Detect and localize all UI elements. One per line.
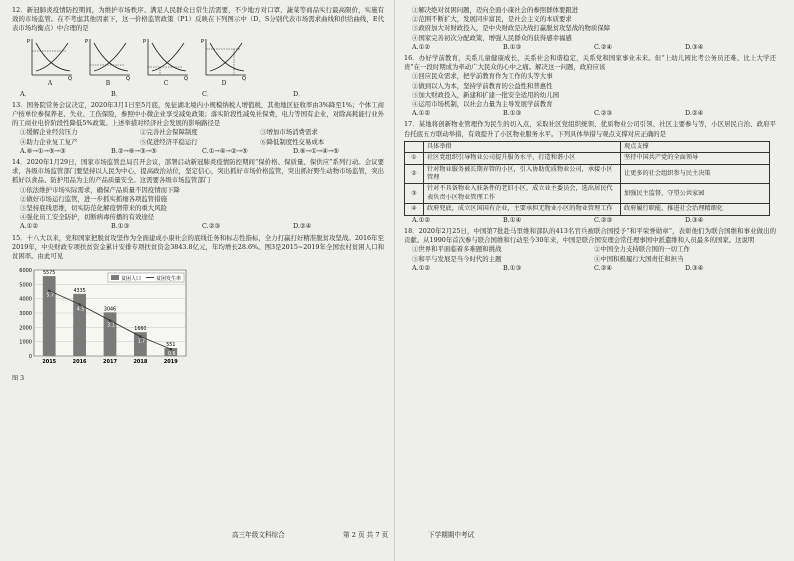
question-16-text: 16．办好学前教育，关系儿童健康成长，关系社会和谐稳定，关系党和国家事业未来。但“上幼儿园比考公务员还难、比上大学还贵”在一段时期成为牵动广大民众的心中之痛。解决这一问题，政府应该 — [404, 54, 776, 72]
question-18-text: 18．2020年2月25日，中国第7批赴马里维和部队的413名官兵被联合国授予“和平荣誉勋章”，表彰他们为联合国维和事业做出的贡献。从1990年首次参与联合国维和行动至今30年来，中国是联合国安理会常任理事国中派遣维和人员最多的国家。这说明 — [404, 226, 776, 245]
page-fold-line — [394, 0, 395, 561]
q13-option-5: ⑤促进经济平稳运行 — [140, 137, 198, 146]
question-15 — [12, 234, 384, 384]
q15-answer-c[interactable]: C.②④ — [594, 42, 613, 51]
q17-row-number: ③ — [405, 184, 424, 204]
q17-answers — [404, 216, 776, 225]
q13-option-4: ④助力企业复工复产 — [20, 137, 78, 146]
q14-option-2: ②做好市场运行监管，进一步抓实抓细各项监管措施 — [20, 194, 167, 203]
q14-option-4: ④强化员工安全防护，切断病毒传播的有效途径 — [20, 213, 155, 222]
q14-option-1: ①依法维护市场实际需求，确保产品质量不因疫情而下降 — [20, 185, 180, 194]
q15-answers — [404, 43, 776, 52]
graph-a-axis-q: Q — [68, 75, 72, 81]
chart-rate-value-label: 3.1 — [107, 323, 115, 329]
q17-row-number: ④ — [405, 204, 424, 215]
question-18 — [404, 227, 776, 273]
q17-row-measure: 针对不具备物业入驻条件的老旧小区，成立业主委员会，选出居民代表负责小区物业管理工作 — [424, 184, 621, 204]
chart-x-tick-label: 2017 — [103, 359, 117, 366]
left-column — [12, 6, 384, 385]
q18-option-2: ②中国全力支持联合国的一切工作 — [594, 245, 690, 254]
question-16 — [404, 54, 776, 118]
chart-bar-value-label: 3046 — [103, 307, 117, 313]
q18-answer-d[interactable]: D.③④ — [685, 263, 704, 272]
question-12 — [12, 6, 384, 99]
chart-rate-point — [139, 336, 141, 338]
graph-b-svg — [84, 37, 132, 81]
chart-y-tick-label: 5000 — [19, 282, 32, 289]
table-row — [405, 204, 770, 215]
table-row — [405, 153, 770, 164]
chart-legend-swatch-population — [111, 275, 119, 280]
q15-answer-b[interactable]: B.①③ — [503, 42, 522, 51]
chart-legend-label-rate: 贫困发生率 — [156, 276, 182, 283]
graph-c-svg — [142, 37, 190, 81]
graph-b-label: B — [105, 79, 111, 87]
chart-rate-point — [78, 303, 80, 305]
q17-answer-a[interactable]: A.①② — [412, 215, 431, 224]
chart-rate-point — [48, 290, 50, 292]
q17-row-measure: 针对物业服务被长期弃管的小区，引入协助优质物业公司，承接小区管理 — [424, 164, 621, 184]
q13-option-1: ①缓解企业经营压力 — [20, 128, 78, 137]
chart-x-tick-label: 2015 — [42, 359, 57, 366]
graph-b-axis-q: Q — [126, 75, 130, 81]
q15-option-1: ①解决绝对贫困问题，迈向全面小康社会的参照群体要跟进 — [412, 6, 579, 14]
chart-bar-value-label: 5575 — [43, 271, 56, 277]
q17-row-viewpoint: 政府履行职能，推进社会治理精细化 — [621, 204, 770, 215]
q15-answer-d[interactable]: D.③④ — [685, 42, 704, 51]
q14-answers — [12, 222, 384, 231]
question-14 — [12, 158, 384, 232]
chart-legend-label-population: 贫困人口 — [121, 276, 142, 283]
q12-answer-b[interactable]: B． — [111, 89, 123, 98]
q18-answer-a[interactable]: A.①② — [412, 263, 431, 272]
q13-answers — [12, 147, 384, 156]
graph-d-label: D — [221, 79, 227, 87]
q16-option-1: ①回应民众需求，把学前教育作为工作的头等大事 — [412, 72, 553, 81]
q14-answer-c[interactable]: C.②③ — [202, 222, 221, 231]
footer-exam-term: 下学期期中考试 — [428, 531, 475, 539]
table-row — [405, 164, 770, 184]
q16-answer-b[interactable]: B.①③ — [503, 109, 522, 118]
graph-a-label: A — [47, 79, 53, 87]
chart-rate-value-label: 5.7 — [46, 293, 55, 299]
q17-header-viewpoint: 观点支撑 — [621, 141, 770, 152]
q15-chart — [12, 264, 192, 374]
q17-row-viewpoint: 加强民主监督，守望公共家园 — [621, 184, 770, 204]
chart-x-tick-label: 2019 — [163, 359, 178, 366]
q17-table — [404, 141, 770, 216]
q18-options — [404, 245, 776, 263]
graph-c-axis-q: Q — [184, 75, 188, 81]
graph-d-axis-p: P — [201, 38, 205, 45]
chart-rate-point — [109, 320, 111, 322]
q12-graph-a — [26, 37, 74, 87]
chart-y-tick-label: 1000 — [19, 339, 32, 346]
q12-answers — [12, 90, 384, 99]
chart-rate-value-label: 0.6 — [167, 352, 176, 358]
q17-header-measure: 具体举措 — [424, 141, 621, 152]
q13-answer-b[interactable]: B.②→⑥→③→⑤ — [111, 146, 157, 155]
q13-answer-c[interactable]: C.①→④→②→⑤ — [202, 146, 248, 155]
q12-answer-a[interactable]: A． — [20, 89, 32, 98]
chart-rate-value-label: 4.5 — [76, 307, 85, 313]
question-15-continued — [404, 6, 776, 52]
q13-answer-a[interactable]: A.⑥→①→⑤→③ — [20, 146, 66, 155]
chart-y-tick-label: 4000 — [19, 296, 32, 303]
q12-graphs — [26, 37, 384, 87]
q15-option-4: ④国家完善初次分配政策，增强人民群众的获得感幸福感 — [412, 33, 572, 42]
q15-answer-a[interactable]: A.①② — [412, 42, 431, 51]
q16-answer-c[interactable]: C.②③ — [594, 109, 613, 118]
q17-row-number: ② — [405, 164, 424, 184]
question-13-text: 13．国务院常务会议决定，2020年3月1日至5月底，免征湖北境内小规模纳税人增值税，其他地区征收率由3%降至1%；个体工商户按单位参保养老、失业、工伤保险，参照中小微企业享受减免政策；落实阶段性减免社保费，电力等国有企业，对除高耗能行业外的工商业电价阶段性降低5%政策。上述举措对经济社会发展的影响路径是 — [12, 100, 384, 128]
q18-option-4: ④中国积极履行大国责任和担当 — [594, 254, 684, 263]
chart-rate-point — [170, 348, 172, 350]
q13-option-2: ②完善社会保障制度 — [140, 128, 198, 137]
q13-answer-d[interactable]: D.⑥→①→④→⑤ — [293, 146, 339, 155]
chart-y-tick-label: 2000 — [19, 325, 32, 332]
chart-bar — [104, 313, 117, 357]
graph-b-axis-p: P — [85, 38, 89, 45]
chart-bar — [73, 294, 86, 356]
q15-option-3: ③政府加大对财政投入，是中央财政是决战打赢脱贫攻坚战的物质保障 — [412, 24, 611, 33]
q15-figure-caption: 图 3 — [12, 375, 25, 383]
q16-answers — [404, 109, 776, 118]
q14-answer-a[interactable]: A.①② — [20, 222, 39, 231]
q17-answer-d[interactable]: D.③④ — [685, 215, 704, 224]
q17-answer-b[interactable]: B.①④ — [503, 215, 522, 224]
graph-c-axis-p: P — [143, 38, 147, 45]
q14-option-3: ③坚持底线思维，切实防范化解疫情带来的重大风险 — [20, 204, 167, 213]
q12-graph-c — [142, 37, 190, 87]
graph-c-label: C — [163, 79, 169, 87]
table-row — [405, 184, 770, 204]
q14-answer-d[interactable]: D.②④ — [293, 222, 312, 231]
chart-bar — [43, 276, 56, 356]
question-13 — [12, 101, 384, 156]
q16-answer-d[interactable]: D.②④ — [685, 109, 704, 118]
graph-a-axis-p: P — [27, 38, 31, 45]
right-column — [404, 6, 776, 275]
chart-y-tick-label: 3000 — [19, 311, 32, 318]
chart-bar-value-label: 4335 — [73, 289, 86, 295]
chart-bar-value-label: 1660 — [134, 327, 147, 333]
q17-answer-c[interactable]: C.②③ — [594, 215, 613, 224]
q17-table-header — [405, 141, 770, 152]
graph-a-svg — [26, 37, 74, 81]
q16-answer-a[interactable]: A.①② — [412, 109, 431, 118]
q13-option-6: ⑥降低制度性交易成本 — [260, 137, 325, 146]
q13-option-3: ③增加市场消费需求 — [260, 128, 318, 137]
q16-option-3: ③加大财政投入，新建和扩建一批安全适用的幼儿园 — [412, 90, 559, 99]
q16-option-2: ②做到以人为本，坚持学前教育的公益性和普惠性 — [412, 81, 553, 90]
q17-row-viewpoint: 让更多的社会组织参与民主决策 — [621, 164, 770, 184]
q17-row-measure: 政府兜底，成立区国国有企业，主要承担无物业小区的物业管理工作 — [424, 204, 621, 215]
chart-rate-value-label: 1.7 — [137, 339, 146, 345]
q17-row-viewpoint: 坚持中国共产党的全面领导 — [621, 153, 770, 164]
q18-option-3: ③和平与发展是当今时代的主题 — [412, 254, 502, 263]
question-12-text: 12．新冠肺炎疫情防控期间，为维护市场秩序、满足人民群众日常生活需要，不少地方对口罩、蔬菜等商品实行最高限价，实施有效的市场监管。在不考虑其他因素下，这一价格监管政策（P1）反映在下列图示中（D、S分别代表市场需求曲线和供给曲线，E代表市场均衡点）中合理的是 — [12, 6, 384, 33]
q16-option-4: ④运用市场机制，以社会力量为主导发展学前教育 — [412, 100, 553, 109]
q12-graph-d — [200, 37, 248, 87]
footer-page-number: 第 2 页 共 7 页 — [343, 531, 389, 539]
chart-bar-value-label: 551 — [166, 343, 176, 349]
q12-answer-c[interactable]: C． — [202, 89, 214, 98]
q18-option-1: ①世界和平面临着多难题和挑战 — [412, 245, 502, 254]
q13-options — [12, 128, 384, 146]
question-15-text: 15．十八大以来，党和国家把脱贫攻坚作为全面建成小康社会的底线任务和标志性指标，全力打赢打好精准脱贫攻坚战。2016年至2019年，中央财政专项扶贫资金累计安排专项扶贫资金3843.8亿元，年均增长28.6%。图3是2015~2019年全国农村贫困人口和贫困率。由此可见 — [12, 233, 384, 261]
q17-row-measure: 社区党组织引导物业公司提升服务水平，打造和谐小区 — [424, 153, 621, 164]
q18-answer-b[interactable]: B.①③ — [503, 263, 522, 272]
question-17-text: 17．某地将创新物业管理作为民生的切入点，采取社区党组织统领、优质物业公司引领、社区主要参与等，小区居民自治、政府平台托底五方联动举措，有效提升了小区物业服务水平。下列具体举措与观点支撑对应正确的是 — [404, 120, 776, 138]
q14-answer-b[interactable]: B.①③ — [111, 222, 130, 231]
q12-answer-d[interactable]: D． — [293, 89, 305, 98]
q18-answers — [404, 264, 776, 273]
q15-option-2: ②范围不断扩大，发展同步富民，是社会主义的本质要求 — [412, 15, 572, 24]
graph-d-svg — [200, 37, 248, 81]
q17-header-number — [405, 141, 424, 152]
q15-chart-svg — [12, 264, 192, 368]
chart-x-tick-label: 2016 — [72, 359, 87, 366]
chart-y-tick-label: 6000 — [19, 268, 32, 275]
footer-exam-name: 高三年级文科综合 — [232, 531, 285, 539]
q12-graph-b — [84, 37, 132, 87]
question-14-text: 14．2020年1月29日，国家市场监管总局召开会议，部署启动新冠肺炎疫情防控期间“保价格、保质量、保供应”系列行动。会议要求，各级市场监管部门要坚持以人民为中心，提高政治站位，坚定信心，突出抓好市场价格监管，突出抓好野生动物市场监管，突出抓好以食品、防护用品为主的产品质量安全。这需要各级市场监管部门 — [12, 158, 384, 185]
q18-answer-c[interactable]: C.②④ — [594, 263, 613, 272]
chart-x-tick-label: 2018 — [133, 359, 148, 366]
question-17 — [404, 120, 776, 224]
graph-d-axis-q: Q — [242, 75, 246, 81]
chart-y-tick-label: 0 — [28, 354, 32, 361]
q17-row-number: ① — [405, 153, 424, 164]
